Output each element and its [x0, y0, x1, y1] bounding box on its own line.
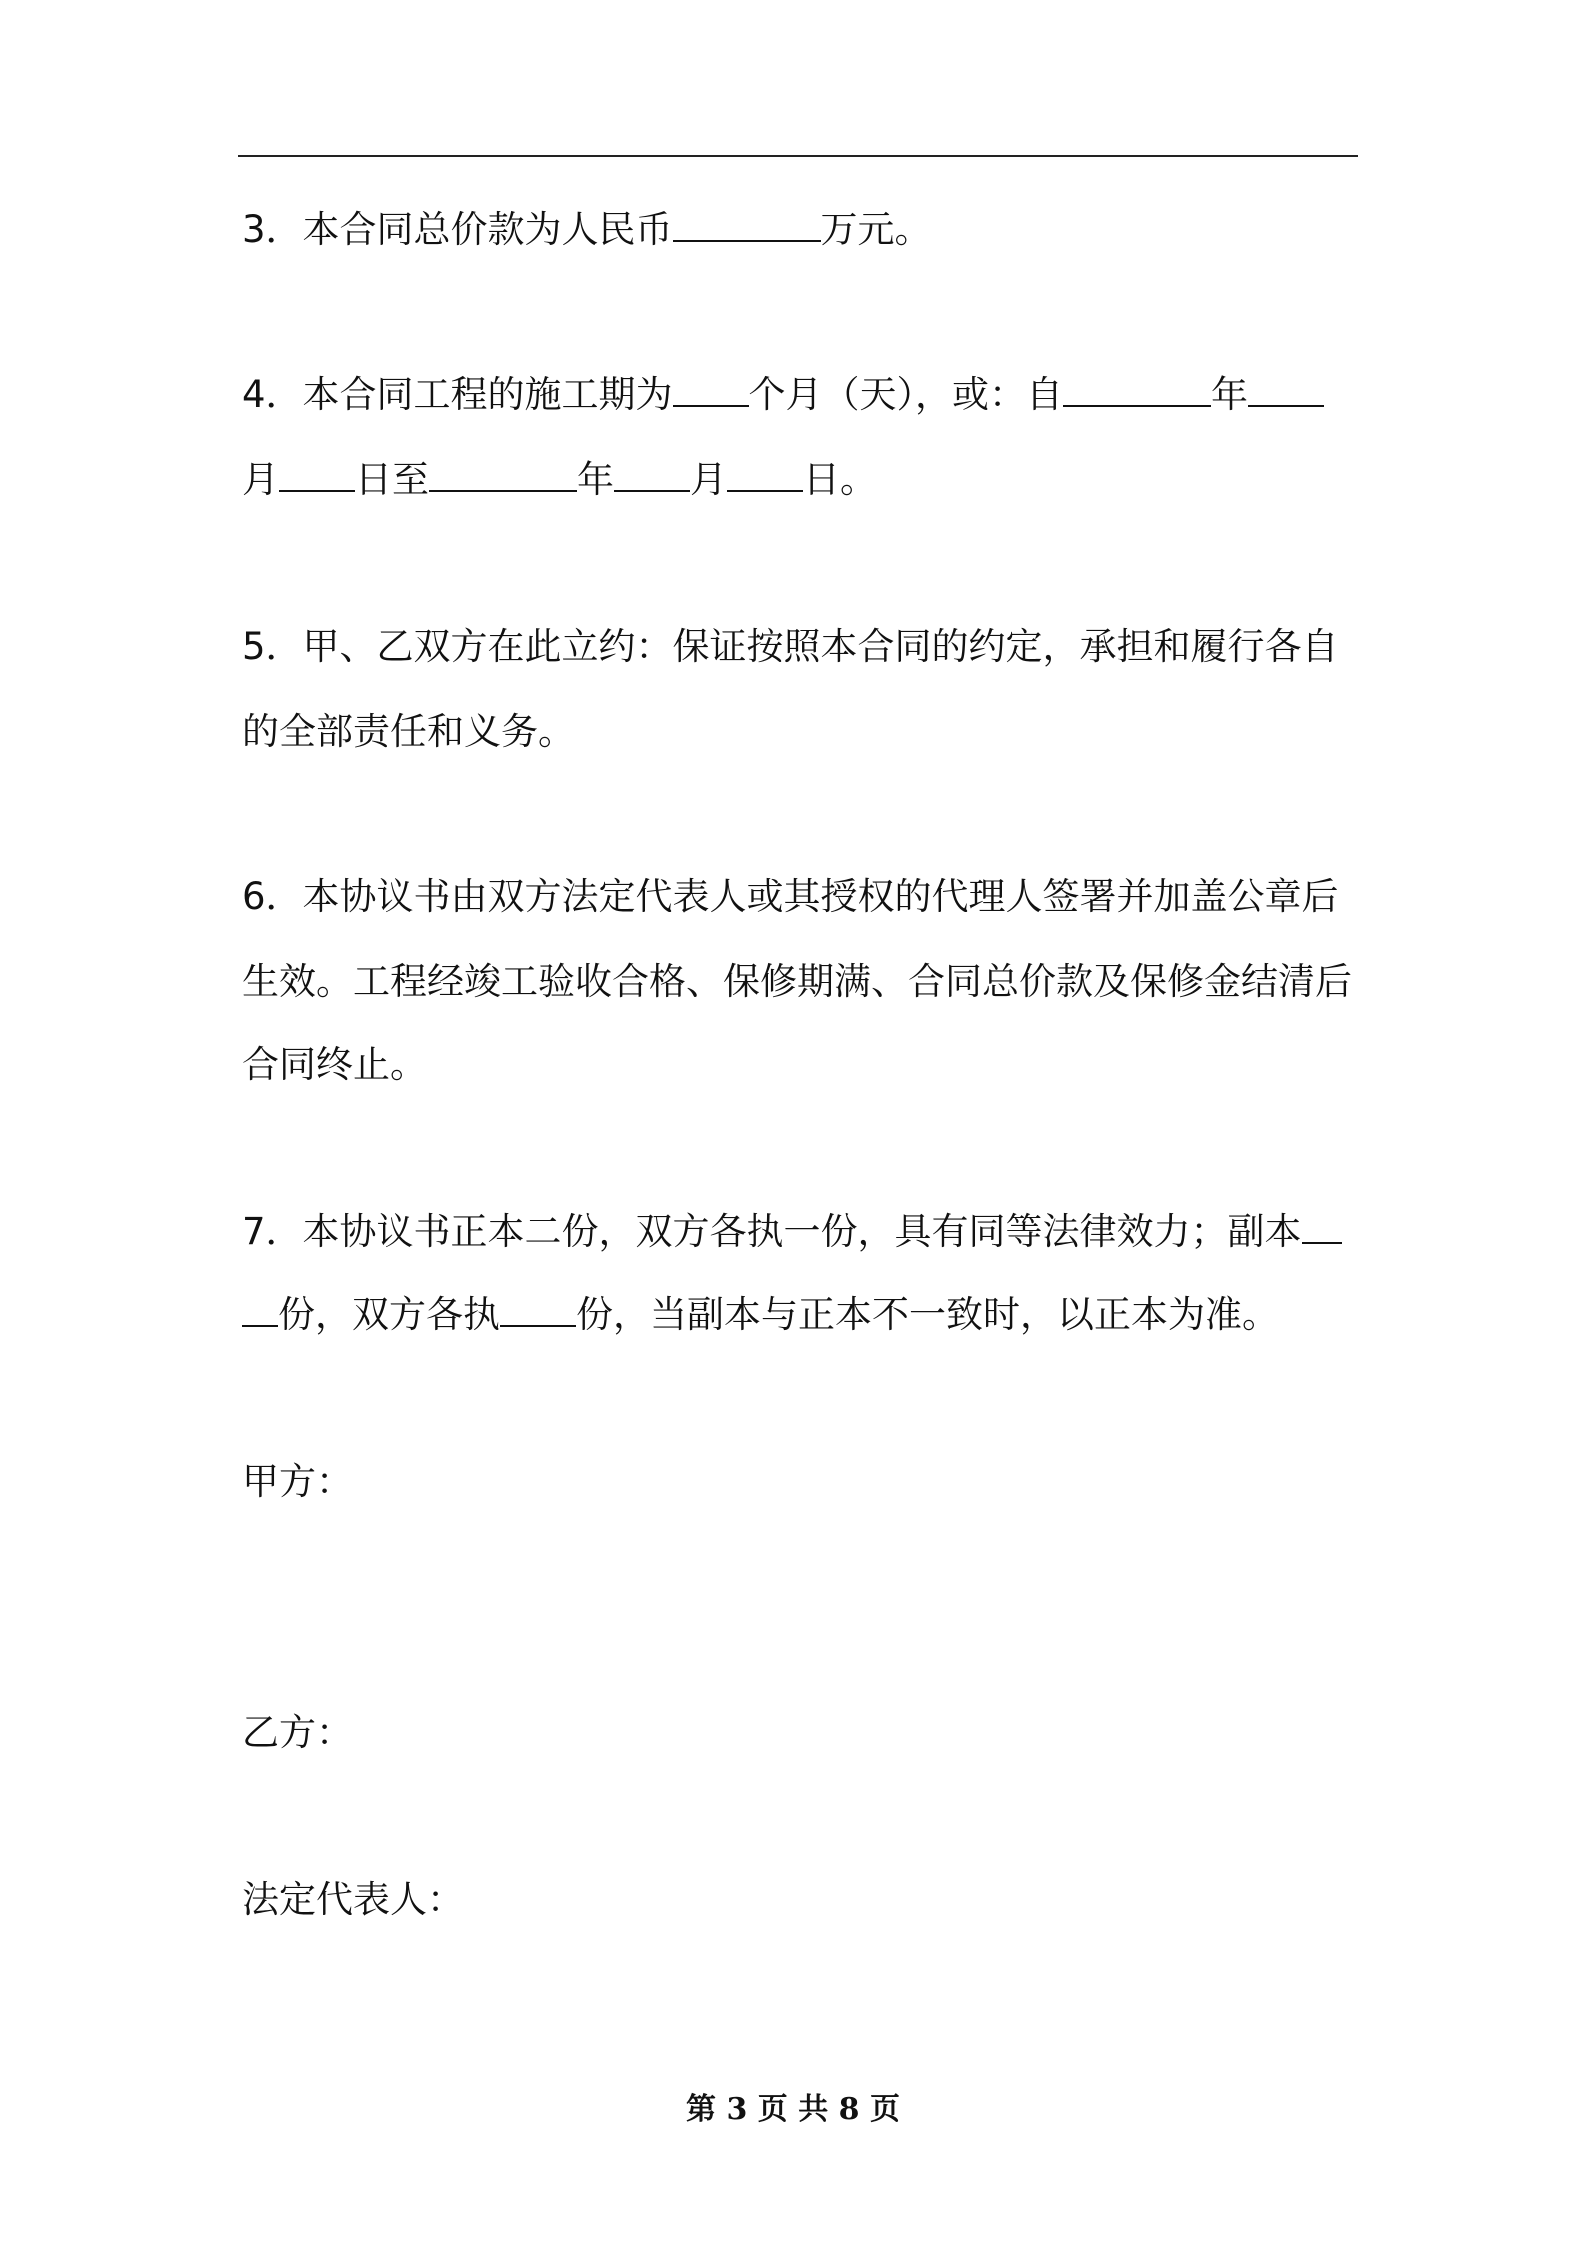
clause-4-text-e: 日至 [355, 458, 429, 501]
clause-6-line-3: 合同终止。 [242, 1043, 427, 1086]
total-price-blank [673, 210, 821, 242]
party-a-label: 甲方： [242, 1460, 353, 1503]
copies-count-blank-part-2 [242, 1295, 278, 1327]
clause-4-line-1 [242, 370, 1324, 420]
clause-7-text-b: 份，双方各执 [278, 1293, 500, 1336]
duration-blank [673, 375, 749, 407]
clause-5-line-1: 5．甲、乙双方在此立约：保证按照本合同的约定，承担和履行各自 [242, 625, 1339, 668]
clause-7-line-1 [242, 1207, 1342, 1257]
clause-5-line-2: 的全部责任和义务。 [242, 710, 575, 753]
clause-7-text-a: 7．本协议书正本二份，双方各执一份，具有同等法律效力；副本 [242, 1210, 1302, 1253]
end-day-blank [727, 460, 803, 492]
clause-4-text-a: 4．本合同工程的施工期为 [242, 373, 673, 416]
copies-each-blank [500, 1295, 576, 1327]
header-rule [238, 155, 1358, 157]
clause-4-line-2 [242, 455, 877, 505]
clause-3-text-a: 3．本合同总价款为人民币 [242, 208, 673, 251]
end-month-blank [614, 460, 690, 492]
clause-6-line-1: 6．本协议书由双方法定代表人或其授权的代理人签署并加盖公章后 [242, 875, 1339, 918]
start-month-blank [1248, 375, 1324, 407]
clause-4-text-f: 年 [577, 458, 614, 501]
clause-3-line-1 [242, 205, 932, 255]
clause-4-text-d: 月 [242, 458, 279, 501]
clause-4-text-b: 个月（天），或：自 [748, 373, 1064, 416]
party-b-label: 乙方： [242, 1711, 353, 1754]
clause-6-line-2: 生效。工程经竣工验收合格、保修期满、合同总价款及保修金结清后 [242, 960, 1352, 1003]
legal-representative-label: 法定代表人： [242, 1878, 464, 1921]
clause-7-text-c: 份，当副本与正本不一致时，以正本为准。 [576, 1293, 1279, 1336]
clause-4-text-g: 月 [690, 458, 727, 501]
start-day-blank [279, 460, 355, 492]
end-year-blank [429, 460, 577, 492]
clause-4-text-h: 日。 [803, 458, 877, 501]
start-year-blank [1063, 375, 1211, 407]
clause-3-text-b: 万元。 [820, 208, 932, 251]
copies-count-blank-part-1 [1302, 1212, 1342, 1244]
page-indicator: 第 3 页 共 8 页 [686, 2092, 900, 2127]
clause-7-line-2 [242, 1290, 1279, 1340]
clause-4-text-c: 年 [1211, 373, 1249, 416]
